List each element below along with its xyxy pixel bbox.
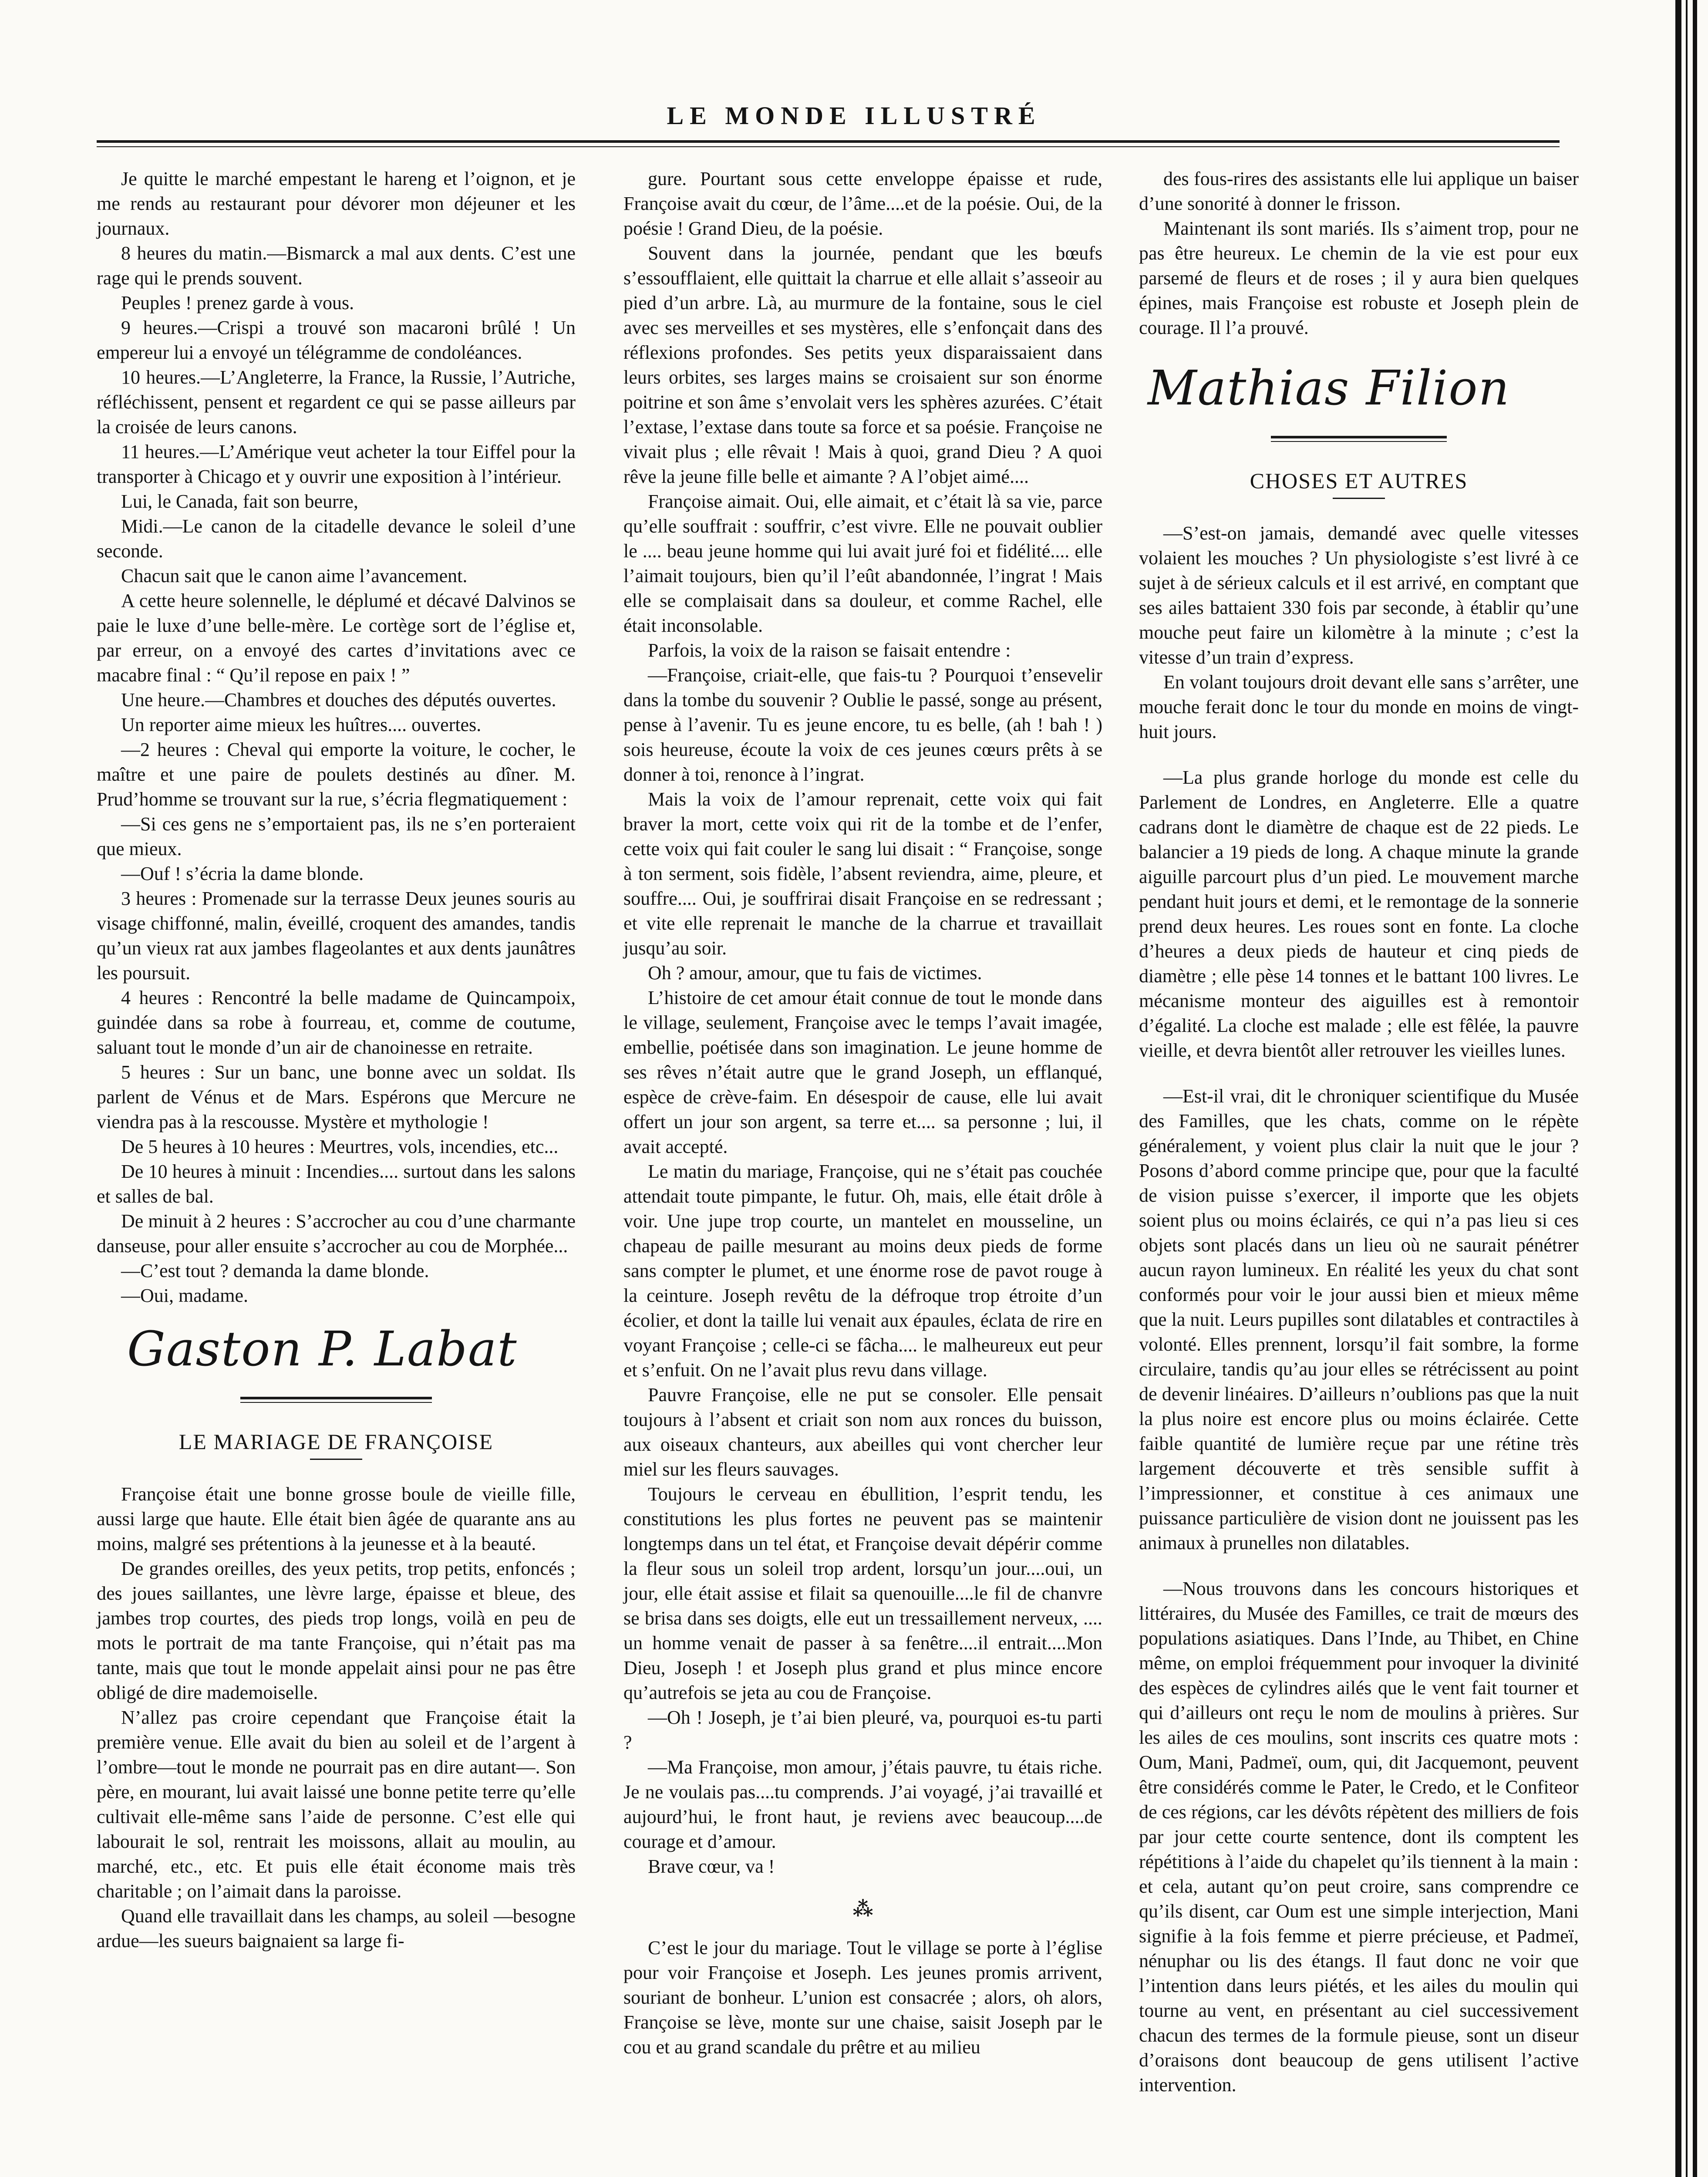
paragraph: Françoise était une bonne grosse boule de vieille fille, aussi large que haute. Elle était bien âgée de quarante ans au moins, malgré ses prétentions à la jeunesse et à la beauté. — [97, 1483, 576, 1554]
item-flies — [1139, 521, 1579, 744]
page-edge-shadow — [1686, 0, 1688, 2177]
paragraph: De grandes oreilles, des yeux petits, trop petits, enfoncés ; des joues saillantes, une lèvre large, épaisse et bleue, des jambes trop courtes, des pieds trop longs, voilà en peu de mots le portrait de ma tante Françoise, qui n’était pas ma tante, mais que tout le monde appelait ainsi pour ne pas être obligé de dire mademoiselle. — [97, 1558, 576, 1703]
paragraph: —Est-il vrai, dit le chroniquer scientifique du Musée des Familles, que les chats, comme on le répète généralement, y voient plus clair la nuit que le jour ? Posons d’abord comme principe que, pour que la faculté de vision puisse s’exercer, il importe que les objets soient plus ou moins éclairés, ce qui n’a pas lieu si ces objets sont placés dans un lieu où ne saurait pénétrer aucun rayon lumineux. En réalité les yeux du chat sont conformés pour voir le jour aussi bien et mieux même que la nuit. Leurs pupilles sont dilatables et contractiles à volonté. Elles prennent, lorsqu’il fait sombre, la forme circulaire, tandis qu’au jour elles se rétrécissent au point de devenir linéaires. D’ailleurs n’oublions pas que la nuit la plus noire est encore plus ou moins éclairée. Cette faible quantité de lumière reçue par une rétine très largement découverte et très sensible suffit à l’impressionner, et constitue à ces animaux une puissance particulière de vision dont ne jouissent pas les animaux à prunelles non dilatables. — [1139, 1085, 1579, 1554]
heading-rule — [1333, 498, 1385, 499]
paragraph: —Françoise, criait-elle, que fais-tu ? Pourquoi t’ensevelir dans la tombe du souvenir ? Oublie le passé, songe au présent, pense à l’avenir. Tu es jeune encore, tu es belle, (ah ! bah ! ) sois heureuse, écoute la voix de ces jeunes cœurs prêts à se donner à toi, renonce à l’ingrat. — [623, 664, 1102, 785]
spacer — [1139, 744, 1579, 765]
item-clock — [1139, 765, 1579, 1063]
paragraph: —S’est-on jamais, demandé avec quelle vitesses volaient les mouches ? Un physiologiste s’est livré à ce sujet à de sérieux calculs et il est arrivé, en comptant que ses ailes battaient 330 fois par seconde, à établir qu’une mouche peut faire un kilomètre à la minute ; c’est la vitesse d’un train d’express. — [1139, 522, 1579, 668]
paragraph: N’allez pas croire cependant que Françoise était la première venue. Elle avait du bien au soleil et de l’argent à l’ombre—tout le monde ne pourrait pas en dire autant—. Son père, en mourant, lui avait laissé une bonne petite terre qu’elle cultivait elle-même sans l’aide de personne. C’est elle qui labourait le sol, rentrait les moissons, allait au moulin, au marché, etc., etc. Et puis elle était économe mais très charitable ; on l’aimait dans la paroisse. — [97, 1707, 576, 1902]
paragraph: 9 heures.—Crispi a trouvé son macaroni brûlé ! Un empereur lui a envoyé un télégramme de condoléances. — [97, 317, 576, 363]
masthead-rule — [97, 146, 1560, 147]
paragraph: —Ma Françoise, mon amour, j’étais pauvre, tu étais riche. Je ne voulais pas....tu comprends. J’ai voyagé, j’ai travaillé et aujourd’hui, le front haut, je reviens avec beaucoup....de courage et d’amour. — [623, 1756, 1102, 1852]
section-heading: CHOSES ET AUTRES — [1250, 468, 1468, 493]
column-2 — [623, 166, 1102, 2059]
item-cats — [1139, 1084, 1579, 1555]
paragraph: Une heure.—Chambres et douches des députés ouvertes. — [121, 689, 556, 711]
paragraph: En volant toujours droit devant elle sans s’arrêter, une mouche ferait donc le tour du monde en moins de vingt-huit jours. — [1139, 671, 1579, 742]
section-divider — [240, 1397, 432, 1399]
masthead-rule — [97, 140, 1560, 143]
paragraph: Chacun sait que le canon aime l’avancement. — [121, 565, 468, 586]
spacer — [1139, 1063, 1579, 1084]
paragraph: Brave cœur, va ! — [648, 1856, 775, 1877]
paragraph: Lui, le Canada, fait son beurre, — [121, 491, 358, 512]
column-1 — [97, 166, 576, 1953]
column-1-text — [97, 166, 576, 1308]
paragraph: —Oui, madame. — [121, 1285, 249, 1306]
paragraph: De 10 heures à minuit : Incendies.... surtout dans les salons et salles de bal. — [97, 1161, 576, 1207]
paragraph: C’est le jour du mariage. Tout le village se porte à l’église pour voir Françoise et Joseph. Les jeunes promis arrivent, souriant de bonheur. L’union est consacrée ; alors, oh alors, Françoise se lève, monte sur une chaise, saisit Joseph par le cou et au grand scandale du prêtre et au milieu — [623, 1937, 1102, 2058]
paragraph: 3 heures : Promenade sur la terrasse Deux jeunes souris au visage chiffonné, malin, éveillé, croquent des amandes, tandis qu’un vieux rat aux jambes flageolantes et aux dents jaunâtres les poursuit. — [97, 888, 576, 984]
page-edge-shadow — [1693, 0, 1697, 2177]
paragraph: Midi.—Le canon de la citadelle devance le soleil d’une seconde. — [97, 516, 576, 562]
section-divider — [1271, 436, 1447, 438]
paragraph: L’histoire de cet amour était connue de tout le monde dans le village, seulement, Françoise avec le temps l’avait imagée, embellie, poétisée dans son imagination. Le jeune homme de ses rêves n’était autre que le grand Joseph, un efflanqué, espèce de crève-faim. En désespoir de cause, elle lui avait offert un jour son argent, sa terre et.... sa personne ; lui, il avait accepté. — [623, 987, 1102, 1157]
paragraph: Souvent dans la journée, pendant que les bœufs s’essoufflaient, elle quittait la charrue et elle allait s’asseoir au pied d’un arbre. Là, au murmure de la fontaine, sous le ciel avec ses merveilles et ses mystères, elle s’enfonçait dans des réflexions profondes. Ses petits yeux disparaissaient dans leurs orbites, ses larges mains se croisaient sur son énorme poitrine et son âme s’envolait vers les sphères azurées. C’était l’extase, l’extase dans toute sa force et sa poésie. Françoise ne vivait plus ; elle rêvait ! Mais à quoi, grand Dieu ? A quoi rêve la jeune fille belle et aimante ? A l’objet aimé.... — [623, 243, 1102, 487]
column-3 — [1139, 166, 1579, 2097]
paragraph: —2 heures : Cheval qui emporte la voiture, le cocher, le maître et une paire de poulets destinés au dîner. M. Prud’homme se trouvant sur la rue, s’écria flegmatiquement : — [97, 739, 576, 810]
spacer — [1139, 1555, 1579, 1576]
paragraph: —Si ces gens ne s’emportaient pas, ils ne s’en porteraient que mieux. — [97, 813, 576, 859]
section-divider — [1271, 441, 1447, 442]
section-divider — [240, 1402, 432, 1403]
paragraph: Pauvre Françoise, elle ne put se consoler. Elle pensait toujours à l’absent et criait son nom aux ronces du buisson, aux oiseaux chanteurs, aux abeilles qui vont chercher leur miel sur les fleurs sauvages. — [623, 1384, 1102, 1480]
paragraph: Un reporter aime mieux les huîtres.... ouvertes. — [121, 714, 482, 735]
paragraph: Peuples ! prenez garde à vous. — [121, 292, 354, 313]
column-3-text — [1139, 166, 1579, 340]
paragraph: Mais la voix de l’amour reprenait, cette voix qui fait braver la mort, cette voix qui rit de la tombe et de l’enfer, cette voix qui fait couler le sang lui disait : “ Françoise, songe à ton serment, sois fidèle, l’absent reviendra, aime, pleure, et souffre.... Oui, je souffrirai disait Françoise en se redressant ; et vite elle reprenait le manche de la charrue et travaillait jusqu’au soir. — [623, 789, 1102, 959]
signature: Mathias Filion — [1148, 360, 1510, 416]
paragraph: —Ouf ! s’écria la dame blonde. — [121, 863, 364, 884]
masthead: LE MONDE ILLUSTRÉ — [667, 101, 1041, 130]
article-heading: LE MARIAGE DE FRANÇOISE — [179, 1429, 494, 1454]
paragraph: 8 heures du matin.—Bismarck a mal aux dents. C’est une rage qui le prends souvent. — [97, 243, 576, 289]
paragraph: 10 heures.—L’Angleterre, la France, la Russie, l’Autriche, réfléchissent, pensent et regardent ce qui se passe ailleurs par la croisée de leurs canons. — [97, 367, 576, 438]
paragraph: Françoise aimait. Oui, elle aimait, et c’était là sa vie, parce qu’elle souffrait : souffrir, c’est vivre. Elle ne pouvait oublier le .... beau jeune homme qui lui avait juré foi et fidélité.... elle l’aimait toujours, bien qu’il l’eût abandonnée, l’ingrat ! Mais elle se complaisait dans sa douleur, et comme Rachel, elle était inconsolable. — [623, 491, 1102, 636]
paragraph: 5 heures : Sur un banc, une bonne avec un soldat. Ils parlent de Vénus et de Mars. Espérons que Mercure ne viendra pas à la rescousse. Mystère et mythologie ! — [97, 1062, 576, 1132]
paragraph: Oh ? amour, amour, que tu fais de victimes. — [648, 962, 982, 984]
asterism: ⁂ — [852, 1898, 873, 1920]
paragraph: Parfois, la voix de la raison se faisait entendre : — [648, 640, 1011, 661]
item-prayer-wheels — [1139, 1576, 1579, 2097]
paragraph: De 5 heures à 10 heures : Meurtres, vols, incendies, etc... — [121, 1136, 559, 1157]
paragraph: Maintenant ils sont mariés. Ils s’aiment trop, pour ne pas être heureux. Le chemin de la vie est pour eux parsemé de fleurs et de roses ; il y aura bien quelques épines, mais Françoise est robuste et Joseph plein de courage. Il l’a prouvé. — [1139, 218, 1579, 338]
paragraph: De minuit à 2 heures : S’accrocher au cou d’une charmante danseuse, pour aller ensuite s’accrocher au cou de Morphée... — [97, 1210, 576, 1257]
paragraph: 4 heures : Rencontré la belle madame de Quincampoix, guindée dans sa robe à fourreau, et, comme de coutume, saluant tout le monde d’un air de chanoinesse en retraite. — [97, 987, 576, 1058]
paragraph: Quand elle travaillait dans les champs, au soleil —besogne ardue—les sueurs baignaient sa large fi- — [97, 1905, 576, 1951]
paragraph: —Nous trouvons dans les concours historiques et littéraires, du Musée des Familles, ce trait de mœurs des populations asiatiques. Dans l’Inde, au Thibet, en Chine même, on emploi fréquemment pour invoquer la divinité des espèces de cylindres ailés que le vent fait tourner et qui d’ailleurs ont reçu le nom de moulins à prières. Sur les ailes de ces moulins, sont inscrits ces quatre mots : Oum, Mani, Padmeï, oum, qui, dit Jacquemont, peuvent être considérés comme le Pater, le Credo, et le Confiteor de ces régions, car les dévôts répètent des milliers de fois par jour cette courte sentence, dont ils comptent les répétitions à l’aide du chapelet qu’ils tiennent à la main : et cela, autant qu’on peut croire, sans comprendre ce qu’ils disent, car Oum est une simple interjection, Mani signifie à la fois femme et pierre précieuse, et Padmeï, nénuphar ou lis des étangs. Il faut donc ne voir que l’intention dans leurs piétés, et les ailes du moulin qui tourne au vent, en présentant au ciel successivement chacun des termes de la formule pieuse, sont un diseur d’oraisons dont beaucoup de gens utilisent l’active intervention. — [1139, 1578, 1579, 2096]
paragraph: Le matin du mariage, Françoise, qui ne s’était pas couchée attendait toute pimpante, le futur. Oh, mais, elle était drôle à voir. Une jupe trop courte, un mantelet en mousseline, un chapeau de paille mesurant au moins deux pieds de forme sans compter le plumet, et une énorme rose de pavot rouge à la ceinture. Joseph revêtu de la défroque trop étroite d’un écolier, et dont la taille lui venait aux épaules, éclata de rire en voyant Françoise ; celle-ci se fâcha.... le malheureux eut peur et s’enfuit. On ne l’avait plus revu dans village. — [623, 1161, 1102, 1381]
heading-rule — [310, 1459, 362, 1460]
paragraph: —La plus grande horloge du monde est celle du Parlement de Londres, en Angleterre. Elle a quatre cadrans dont le diamètre de chaque est de 22 pieds. Le balancier a 19 pieds de long. A chaque minute la grande aiguille parcourt plus d’un pied. Le mouvement marche pendant huit jours et demi, et le remontage de la sonnerie prend deux heures. Les roues sont en fonte. La cloche d’heures a deux pieds de hauteur et cinq pieds de diamètre ; elle pèse 14 tonnes et le battant 100 livres. Le mécanisme monteur des aiguilles est à remontoir d’égalité. La cloche est malade ; elle est fêlée, la pauvre vieille, et devra bientôt aller retrouver les vieilles lunes. — [1139, 767, 1579, 1061]
paragraph: 11 heures.—L’Amérique veut acheter la tour Eiffel pour la transporter à Chicago et y ouvrir une exposition à l’intérieur. — [97, 441, 576, 487]
page-edge-shadow — [1675, 0, 1681, 2177]
paragraph: Toujours le cerveau en ébullition, l’esprit tendu, les constitutions les plus fortes ne peuvent pas se maintenir longtemps dans un tel état, et Françoise devait dépérir comme la fleur sous un soleil trop ardent, lorsqu’un jour....oui, un jour, elle était assise et filait sa quenouille....le fil de chanvre se brisa dans ses doigts, elle eut un tressaillement nerveux, .... un homme venait de passer à sa fenêtre....il entrait....Mon Dieu, Joseph ! et Joseph plus grand et plus mince encore qu’autrefois se jeta au cou de Françoise. — [623, 1483, 1102, 1703]
signature: Gaston P. Labat — [127, 1321, 518, 1377]
paragraph: —C’est tout ? demanda la dame blonde. — [121, 1260, 429, 1281]
column-2-text — [623, 166, 1102, 1879]
paragraph: gure. Pourtant sous cette enveloppe épaisse et rude, Françoise avait du cœur, de l’âme....et de la poésie. Oui, de la poésie ! Grand Dieu, de la poésie. — [623, 168, 1102, 239]
column-2-text-continued — [623, 1935, 1102, 2059]
paragraph: A cette heure solennelle, le déplumé et décavé Dalvinos se paie le luxe d’une belle-mère. Le cortège sort de l’église et, par erreur, on a envoyé des cartes d’invitations avec ce macabre final : “ Qu’il repose en paix ! ” — [97, 590, 576, 686]
paragraph: des fous-rires des assistants elle lui applique un baiser d’une sonorité à donner le frisson. — [1139, 168, 1579, 214]
paragraph: Je quitte le marché empestant le hareng et l’oignon, et je me rends au restaurant pour dévorer mon déjeuner et les journaux. — [97, 168, 576, 239]
paragraph: —Oh ! Joseph, je t’ai bien pleuré, va, pourquoi es-tu parti ? — [623, 1707, 1102, 1753]
column-1-article-text — [97, 1482, 576, 1953]
